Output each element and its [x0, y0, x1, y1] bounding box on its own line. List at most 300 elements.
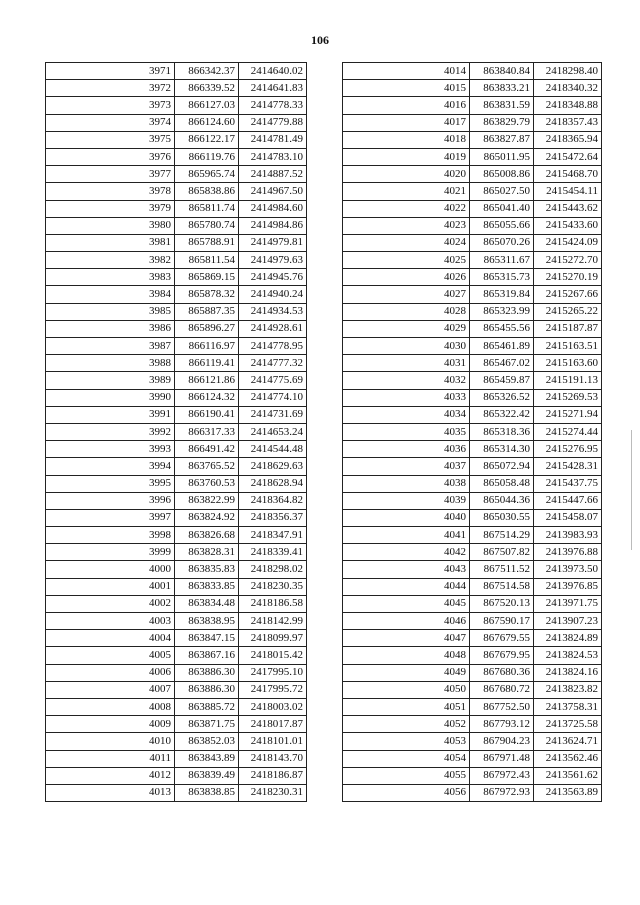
y-coordinate-cell: 2418186.58	[239, 595, 307, 612]
point-number-cell: 4036	[343, 441, 470, 458]
y-coordinate-cell: 2418101.01	[239, 733, 307, 750]
table-row	[46, 252, 307, 269]
y-coordinate-cell: 2414781.49	[239, 131, 307, 148]
point-number-cell: 4047	[343, 630, 470, 647]
table-row	[46, 389, 307, 406]
point-number-cell: 3999	[46, 544, 175, 561]
y-coordinate-cell: 2418628.94	[239, 475, 307, 492]
point-number-cell: 4018	[343, 131, 470, 148]
point-number-cell: 4054	[343, 750, 470, 767]
point-number-cell: 4004	[46, 630, 175, 647]
x-coordinate-cell: 865055.66	[470, 217, 534, 234]
point-number-cell: 3971	[46, 63, 175, 80]
x-coordinate-cell: 866121.86	[175, 372, 239, 389]
x-coordinate-cell: 867511.52	[470, 561, 534, 578]
point-number-cell: 3983	[46, 269, 175, 286]
table-row	[46, 630, 307, 647]
table-row	[46, 716, 307, 733]
x-coordinate-cell: 866124.32	[175, 389, 239, 406]
x-coordinate-cell: 865965.74	[175, 166, 239, 183]
point-number-cell: 4009	[46, 716, 175, 733]
table-row	[343, 372, 602, 389]
x-coordinate-cell: 867507.82	[470, 544, 534, 561]
point-number-cell: 4021	[343, 183, 470, 200]
y-coordinate-cell: 2418339.41	[239, 544, 307, 561]
x-coordinate-cell: 863828.31	[175, 544, 239, 561]
table-row	[343, 252, 602, 269]
x-coordinate-cell: 867971.48	[470, 750, 534, 767]
point-number-cell: 4026	[343, 269, 470, 286]
table-row	[46, 338, 307, 355]
x-coordinate-cell: 863834.48	[175, 595, 239, 612]
table-body	[46, 63, 307, 802]
point-number-cell: 4012	[46, 767, 175, 784]
table-row	[343, 200, 602, 217]
point-number-cell: 4028	[343, 303, 470, 320]
point-number-cell: 3988	[46, 355, 175, 372]
table-row	[343, 698, 602, 715]
x-coordinate-cell: 867520.13	[470, 595, 534, 612]
y-coordinate-cell: 2418017.87	[239, 716, 307, 733]
y-coordinate-cell: 2415458.07	[534, 509, 602, 526]
table-row	[343, 131, 602, 148]
point-number-cell: 4031	[343, 355, 470, 372]
x-coordinate-cell: 863826.68	[175, 527, 239, 544]
table-row	[343, 647, 602, 664]
point-number-cell: 4034	[343, 406, 470, 423]
y-coordinate-cell: 2417995.72	[239, 681, 307, 698]
y-coordinate-cell: 2418298.40	[534, 63, 602, 80]
table-row	[343, 303, 602, 320]
point-number-cell: 4037	[343, 458, 470, 475]
table-row	[343, 544, 602, 561]
table-row	[343, 406, 602, 423]
point-number-cell: 4013	[46, 784, 175, 801]
x-coordinate-cell: 865030.55	[470, 509, 534, 526]
table-row	[46, 784, 307, 801]
point-number-cell: 3981	[46, 234, 175, 251]
table-row	[46, 303, 307, 320]
point-number-cell: 3987	[46, 338, 175, 355]
x-coordinate-cell: 867972.93	[470, 784, 534, 801]
point-number-cell: 3972	[46, 80, 175, 97]
x-coordinate-cell: 863885.72	[175, 698, 239, 715]
point-number-cell: 4053	[343, 733, 470, 750]
y-coordinate-cell: 2418340.32	[534, 80, 602, 97]
point-number-cell: 4039	[343, 492, 470, 509]
point-number-cell: 3996	[46, 492, 175, 509]
table-row	[46, 595, 307, 612]
table-row	[46, 509, 307, 526]
y-coordinate-cell: 2414979.81	[239, 234, 307, 251]
point-number-cell: 3973	[46, 97, 175, 114]
point-number-cell: 4025	[343, 252, 470, 269]
y-coordinate-cell: 2414774.10	[239, 389, 307, 406]
y-coordinate-cell: 2418142.99	[239, 613, 307, 630]
table-row	[46, 131, 307, 148]
table-row	[46, 355, 307, 372]
table-row	[343, 355, 602, 372]
point-number-cell: 4024	[343, 234, 470, 251]
table-row	[343, 578, 602, 595]
table-row	[343, 148, 602, 165]
y-coordinate-cell: 2413971.75	[534, 595, 602, 612]
y-coordinate-cell: 2414779.88	[239, 114, 307, 131]
table-row	[343, 475, 602, 492]
x-coordinate-cell: 863852.03	[175, 733, 239, 750]
x-coordinate-cell: 863886.30	[175, 681, 239, 698]
table-row	[46, 320, 307, 337]
x-coordinate-cell: 863822.99	[175, 492, 239, 509]
y-coordinate-cell: 2414775.69	[239, 372, 307, 389]
table-row	[46, 613, 307, 630]
x-coordinate-cell: 865311.67	[470, 252, 534, 269]
x-coordinate-cell: 863760.53	[175, 475, 239, 492]
x-coordinate-cell: 866122.17	[175, 131, 239, 148]
table-row	[343, 234, 602, 251]
table-row	[343, 217, 602, 234]
y-coordinate-cell: 2414640.02	[239, 63, 307, 80]
table-row	[46, 234, 307, 251]
table-row	[343, 527, 602, 544]
y-coordinate-cell: 2414731.69	[239, 406, 307, 423]
x-coordinate-cell: 867793.12	[470, 716, 534, 733]
table-row	[46, 578, 307, 595]
point-number-cell: 3980	[46, 217, 175, 234]
point-number-cell: 3993	[46, 441, 175, 458]
table-row	[343, 269, 602, 286]
y-coordinate-cell: 2415265.22	[534, 303, 602, 320]
x-coordinate-cell: 867752.50	[470, 698, 534, 715]
table-row	[343, 630, 602, 647]
y-coordinate-cell: 2415163.51	[534, 338, 602, 355]
x-coordinate-cell: 865070.26	[470, 234, 534, 251]
table-row	[46, 527, 307, 544]
point-number-cell: 3992	[46, 423, 175, 440]
point-number-cell: 4035	[343, 423, 470, 440]
y-coordinate-cell: 2414984.60	[239, 200, 307, 217]
point-number-cell: 3998	[46, 527, 175, 544]
point-number-cell: 3984	[46, 286, 175, 303]
y-coordinate-cell: 2414934.53	[239, 303, 307, 320]
y-coordinate-cell: 2415437.75	[534, 475, 602, 492]
point-number-cell: 4011	[46, 750, 175, 767]
point-number-cell: 4051	[343, 698, 470, 715]
point-number-cell: 4040	[343, 509, 470, 526]
point-number-cell: 4016	[343, 97, 470, 114]
x-coordinate-cell: 863838.85	[175, 784, 239, 801]
x-coordinate-cell: 865044.36	[470, 492, 534, 509]
y-coordinate-cell: 2414783.10	[239, 148, 307, 165]
table-row	[46, 423, 307, 440]
table-row	[343, 613, 602, 630]
y-coordinate-cell: 2418230.31	[239, 784, 307, 801]
x-coordinate-cell: 865461.89	[470, 338, 534, 355]
x-coordinate-cell: 863827.87	[470, 131, 534, 148]
table-row	[343, 750, 602, 767]
point-number-cell: 4010	[46, 733, 175, 750]
point-number-cell: 4055	[343, 767, 470, 784]
table-row	[46, 441, 307, 458]
y-coordinate-cell: 2413561.62	[534, 767, 602, 784]
x-coordinate-cell: 867514.29	[470, 527, 534, 544]
x-coordinate-cell: 865811.54	[175, 252, 239, 269]
x-coordinate-cell: 865323.99	[470, 303, 534, 320]
x-coordinate-cell: 865322.42	[470, 406, 534, 423]
y-coordinate-cell: 2415468.70	[534, 166, 602, 183]
table-row	[46, 97, 307, 114]
x-coordinate-cell: 866317.33	[175, 423, 239, 440]
x-coordinate-cell: 866127.03	[175, 97, 239, 114]
point-number-cell: 4002	[46, 595, 175, 612]
y-coordinate-cell: 2415274.44	[534, 423, 602, 440]
point-number-cell: 3990	[46, 389, 175, 406]
y-coordinate-cell: 2413624.71	[534, 733, 602, 750]
table-row	[343, 767, 602, 784]
y-coordinate-cell: 2418347.91	[239, 527, 307, 544]
y-coordinate-cell: 2413563.89	[534, 784, 602, 801]
point-number-cell: 3986	[46, 320, 175, 337]
y-coordinate-cell: 2414778.95	[239, 338, 307, 355]
y-coordinate-cell: 2417995.10	[239, 664, 307, 681]
y-coordinate-cell: 2415428.31	[534, 458, 602, 475]
y-coordinate-cell: 2414945.76	[239, 269, 307, 286]
point-number-cell: 4019	[343, 148, 470, 165]
y-coordinate-cell: 2418015.42	[239, 647, 307, 664]
y-coordinate-cell: 2414940.24	[239, 286, 307, 303]
y-coordinate-cell: 2413824.53	[534, 647, 602, 664]
y-coordinate-cell: 2414653.24	[239, 423, 307, 440]
table-row	[46, 200, 307, 217]
y-coordinate-cell: 2415270.19	[534, 269, 602, 286]
table-row	[46, 183, 307, 200]
point-number-cell: 4030	[343, 338, 470, 355]
table-row	[46, 561, 307, 578]
point-number-cell: 4005	[46, 647, 175, 664]
y-coordinate-cell: 2415191.13	[534, 372, 602, 389]
x-coordinate-cell: 865041.40	[470, 200, 534, 217]
x-coordinate-cell: 865878.32	[175, 286, 239, 303]
table-row	[46, 148, 307, 165]
y-coordinate-cell: 2414778.33	[239, 97, 307, 114]
x-coordinate-cell: 865315.73	[470, 269, 534, 286]
table-row	[46, 372, 307, 389]
y-coordinate-cell: 2415267.66	[534, 286, 602, 303]
point-number-cell: 4000	[46, 561, 175, 578]
point-number-cell: 3974	[46, 114, 175, 131]
table-row	[46, 217, 307, 234]
point-number-cell: 4049	[343, 664, 470, 681]
x-coordinate-cell: 865326.52	[470, 389, 534, 406]
y-coordinate-cell: 2415271.94	[534, 406, 602, 423]
table-row	[46, 458, 307, 475]
table-row	[343, 492, 602, 509]
x-coordinate-cell: 865811.74	[175, 200, 239, 217]
y-coordinate-cell: 2413983.93	[534, 527, 602, 544]
table-row	[46, 750, 307, 767]
x-coordinate-cell: 865319.84	[470, 286, 534, 303]
table-row	[46, 80, 307, 97]
table-row	[343, 389, 602, 406]
y-coordinate-cell: 2415447.66	[534, 492, 602, 509]
y-coordinate-cell: 2413976.88	[534, 544, 602, 561]
x-coordinate-cell: 865887.35	[175, 303, 239, 320]
point-number-cell: 3979	[46, 200, 175, 217]
x-coordinate-cell: 867514.58	[470, 578, 534, 595]
x-coordinate-cell: 863824.92	[175, 509, 239, 526]
point-number-cell: 3994	[46, 458, 175, 475]
table-row	[46, 733, 307, 750]
x-coordinate-cell: 863867.16	[175, 647, 239, 664]
y-coordinate-cell: 2413562.46	[534, 750, 602, 767]
point-number-cell: 4022	[343, 200, 470, 217]
point-number-cell: 4032	[343, 372, 470, 389]
table-row	[46, 681, 307, 698]
table-row	[343, 63, 602, 80]
table-body	[343, 63, 602, 802]
x-coordinate-cell: 865869.15	[175, 269, 239, 286]
point-number-cell: 3982	[46, 252, 175, 269]
x-coordinate-cell: 867590.17	[470, 613, 534, 630]
table-row	[343, 441, 602, 458]
y-coordinate-cell: 2418629.63	[239, 458, 307, 475]
x-coordinate-cell: 863838.95	[175, 613, 239, 630]
table-row	[46, 63, 307, 80]
y-coordinate-cell: 2418348.88	[534, 97, 602, 114]
point-number-cell: 3975	[46, 131, 175, 148]
x-coordinate-cell: 867680.72	[470, 681, 534, 698]
point-number-cell: 4048	[343, 647, 470, 664]
table-row	[46, 544, 307, 561]
y-coordinate-cell: 2418143.70	[239, 750, 307, 767]
table-row	[46, 166, 307, 183]
point-number-cell: 4008	[46, 698, 175, 715]
x-coordinate-cell: 866342.37	[175, 63, 239, 80]
point-number-cell: 3977	[46, 166, 175, 183]
table-row	[46, 286, 307, 303]
x-coordinate-cell: 865838.86	[175, 183, 239, 200]
point-number-cell: 3978	[46, 183, 175, 200]
point-number-cell: 4029	[343, 320, 470, 337]
y-coordinate-cell: 2415424.09	[534, 234, 602, 251]
y-coordinate-cell: 2414641.83	[239, 80, 307, 97]
table-row	[46, 492, 307, 509]
y-coordinate-cell: 2418365.94	[534, 131, 602, 148]
point-number-cell: 4006	[46, 664, 175, 681]
point-number-cell: 4014	[343, 63, 470, 80]
x-coordinate-cell: 863840.84	[470, 63, 534, 80]
x-coordinate-cell: 867679.95	[470, 647, 534, 664]
x-coordinate-cell: 863843.89	[175, 750, 239, 767]
y-coordinate-cell: 2415472.64	[534, 148, 602, 165]
point-number-cell: 3989	[46, 372, 175, 389]
table-row	[343, 595, 602, 612]
table-row	[46, 647, 307, 664]
point-number-cell: 4001	[46, 578, 175, 595]
table-row	[343, 114, 602, 131]
y-coordinate-cell: 2414887.52	[239, 166, 307, 183]
x-coordinate-cell: 865027.50	[470, 183, 534, 200]
x-coordinate-cell: 863831.59	[470, 97, 534, 114]
x-coordinate-cell: 865058.48	[470, 475, 534, 492]
y-coordinate-cell: 2413973.50	[534, 561, 602, 578]
y-coordinate-cell: 2418356.37	[239, 509, 307, 526]
x-coordinate-cell: 865467.02	[470, 355, 534, 372]
y-coordinate-cell: 2414544.48	[239, 441, 307, 458]
y-coordinate-cell: 2415187.87	[534, 320, 602, 337]
table-row	[46, 698, 307, 715]
y-coordinate-cell: 2414777.32	[239, 355, 307, 372]
point-number-cell: 4027	[343, 286, 470, 303]
x-coordinate-cell: 863833.21	[470, 80, 534, 97]
table-row	[343, 80, 602, 97]
x-coordinate-cell: 865788.91	[175, 234, 239, 251]
point-number-cell: 4007	[46, 681, 175, 698]
point-number-cell: 4033	[343, 389, 470, 406]
point-number-cell: 4046	[343, 613, 470, 630]
y-coordinate-cell: 2414984.86	[239, 217, 307, 234]
table-row	[343, 664, 602, 681]
x-coordinate-cell: 866116.97	[175, 338, 239, 355]
table-row	[46, 475, 307, 492]
coordinates-table-right	[342, 62, 602, 802]
x-coordinate-cell: 863871.75	[175, 716, 239, 733]
x-coordinate-cell: 866119.41	[175, 355, 239, 372]
coordinates-table-left	[45, 62, 307, 802]
x-coordinate-cell: 865896.27	[175, 320, 239, 337]
y-coordinate-cell: 2414928.61	[239, 320, 307, 337]
y-coordinate-cell: 2415454.11	[534, 183, 602, 200]
point-number-cell: 3995	[46, 475, 175, 492]
x-coordinate-cell: 865318.36	[470, 423, 534, 440]
point-number-cell: 3997	[46, 509, 175, 526]
table-row	[343, 183, 602, 200]
table-row	[343, 681, 602, 698]
table-row	[343, 561, 602, 578]
point-number-cell: 4050	[343, 681, 470, 698]
point-number-cell: 4041	[343, 527, 470, 544]
page-number: 106	[311, 33, 329, 47]
table-row	[343, 509, 602, 526]
table-row	[343, 733, 602, 750]
x-coordinate-cell: 867972.43	[470, 767, 534, 784]
y-coordinate-cell: 2413725.58	[534, 716, 602, 733]
table-row	[343, 286, 602, 303]
x-coordinate-cell: 867680.36	[470, 664, 534, 681]
x-coordinate-cell: 863839.49	[175, 767, 239, 784]
table-row	[343, 784, 602, 801]
table-row	[343, 166, 602, 183]
x-coordinate-cell: 865780.74	[175, 217, 239, 234]
point-number-cell: 4056	[343, 784, 470, 801]
y-coordinate-cell: 2418357.43	[534, 114, 602, 131]
point-number-cell: 4038	[343, 475, 470, 492]
table-row	[343, 97, 602, 114]
point-number-cell: 4045	[343, 595, 470, 612]
y-coordinate-cell: 2415433.60	[534, 217, 602, 234]
point-number-cell: 3976	[46, 148, 175, 165]
x-coordinate-cell: 865008.86	[470, 166, 534, 183]
point-number-cell: 4052	[343, 716, 470, 733]
y-coordinate-cell: 2413976.85	[534, 578, 602, 595]
x-coordinate-cell: 865072.94	[470, 458, 534, 475]
x-coordinate-cell: 867679.55	[470, 630, 534, 647]
x-coordinate-cell: 866339.52	[175, 80, 239, 97]
x-coordinate-cell: 865314.30	[470, 441, 534, 458]
x-coordinate-cell: 863835.83	[175, 561, 239, 578]
table-row	[46, 269, 307, 286]
y-coordinate-cell: 2418099.97	[239, 630, 307, 647]
